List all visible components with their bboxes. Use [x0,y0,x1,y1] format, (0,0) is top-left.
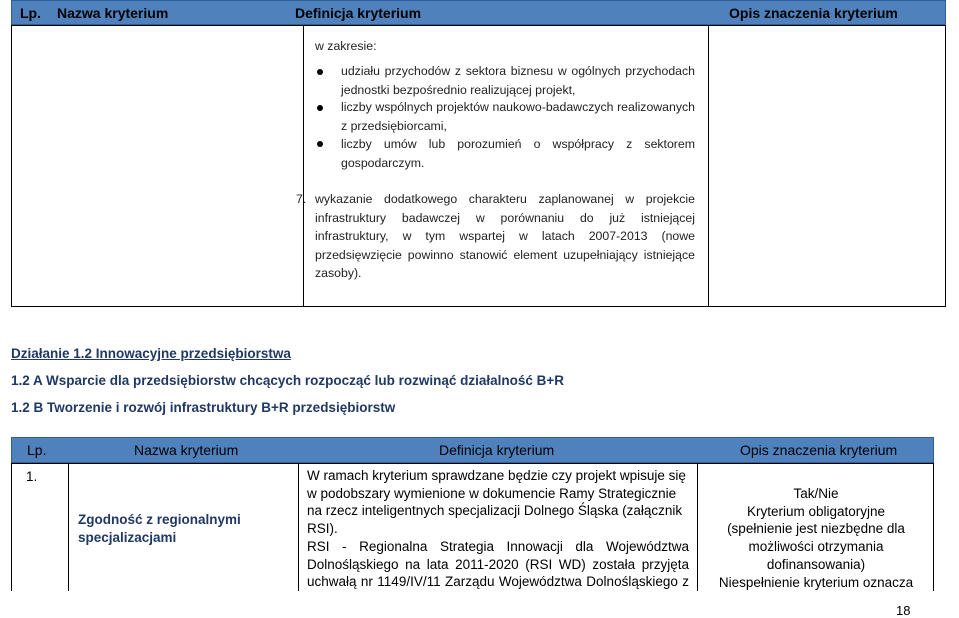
header-description: Opis znaczenia kryterium [729,5,898,21]
page-number: 18 [896,603,911,618]
bullet-item-3: liczby umów lub porozumień o współpracy z sektorem gospodarczym. [341,137,695,170]
bullet-icon [317,141,323,147]
table1-divider-left [303,25,304,307]
table2-divider-1 [68,463,69,591]
header-definition: Definicja kryterium [295,5,422,21]
header-name: Nazwa kryterium [134,442,239,458]
header-description: Opis znaczenia kryterium [740,442,898,458]
criterion-definition: W ramach kryterium sprawdzane będzie czy projekt wpisuje się w podobszary wymienione w dokumencie Ramy Strategicznie na rzecz inteligentnych specjalizacji Dolnego Śląska (załącznik RSI). RSI - Regionalna Strategia Innowacji dla Województwa Dolnośląskiego na lata 2011-2020 (RSI WD) została przyjęta uchwałą nr 1149/IV/11 Zarządu Województwa Dolnośląskiego z [307,468,689,590]
table2-divider-2 [298,463,299,591]
table1-divider-right [708,25,709,307]
table1-header [11,0,946,25]
bullet-item-2: liczby wspólnych projektów naukowo-badawczych realizowanych z przedsiębiorcami, [341,100,695,133]
section-heading-dzialanie: Działanie 1.2 Innowacyjne przedsiębiorstwa [11,346,291,361]
bullet-icon [317,105,323,111]
section-heading-1-2a: 1.2 A Wsparcie dla przedsiębiorstw chcących rozpocząć lub rozwinąć działalność B+R [11,373,565,388]
header-lp: Lp. [20,5,41,21]
item-7-number: 7. [296,192,307,206]
table2-header [11,437,934,463]
header-name: Nazwa kryterium [57,5,169,21]
item-7-text: wykazanie dodatkowego charakteru zaplanowanej w projekcie infrastruktury badawczej w porównaniu do już istniejącej infrastruktury, w tym wspartej w latach 2007-2013 (nowe przedsięwzięcie powinno stanowić element uzupełniający istniejące zasoby). [315,192,695,280]
criterion-name: Zgodność z regionalnymi specjalizacjami [78,512,241,545]
bullet-icon [317,69,323,75]
header-definition: Definicja kryterium [439,442,555,458]
criterion-description: Tak/Nie Kryterium obligatoryjne (spełnienie jest niezbędne dla możliwości otrzymania dofinansowania) Niespełnienie kryterium oznacza [718,486,914,590]
section-heading-1-2b: 1.2 B Tworzenie i rozwój infrastruktury B+R przedsiębiorstw [11,400,396,415]
row-lp: 1. [26,469,38,484]
criteria-intro: w zakresie: [315,39,377,53]
header-lp: Lp. [27,442,47,458]
bullet-item-1: udziału przychodów z sektora biznesu w ogólnych przychodach jednostki bezpośrednio realizującej projekt, [341,64,695,97]
